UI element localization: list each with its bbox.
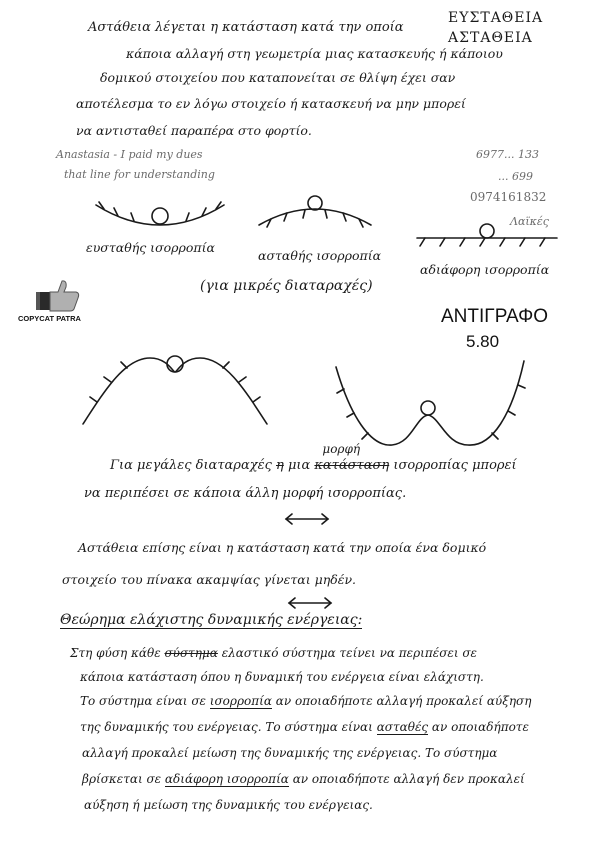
- corner-label-instability: ΑΣΤΑΘΕΙΑ: [448, 30, 533, 46]
- label-small-disturbances: (για μικρές διαταραχές): [200, 278, 373, 294]
- term-neutral-equilibrium: αδιάφορη ισορροπία: [164, 772, 289, 786]
- instability-line-2-b: του πίνακα ακαμψίας: [120, 572, 260, 587]
- theorem-line-2: κάποια κατάσταση όπου η δυναμική του ενέργεια είναι ελάχιστη.: [80, 670, 484, 684]
- faint-note-6: Λαϊκές: [510, 215, 549, 228]
- theorem-line-5: αλλαγή προκαλεί μείωση της δυναμικής της ενέργειας. Το σύστημα: [82, 746, 498, 760]
- intro-line-4: αποτέλεσμα το εν λόγω στοιχείο ή κατασκευή να μην μπορεί: [76, 96, 466, 111]
- theorem-line-1-b: ελαστικό σύστημα τείνει να περιπέσει σε: [217, 646, 477, 660]
- label-neutral-equilibrium: αδιάφορη ισορροπία: [420, 262, 550, 277]
- term-unstable: ασταθές: [376, 720, 429, 734]
- large-line-1-mid: μια: [287, 458, 311, 473]
- corner-label-stability: ΕΥΣΤΑΘΕΙΑ: [448, 10, 544, 26]
- term-equilibrium: ισορροπία: [209, 694, 272, 708]
- intro-line-1: Αστάθεια λέγεται η κατάσταση κατά την οποία: [88, 20, 404, 35]
- theorem-line-3: [80, 694, 531, 708]
- instability-line-2: [62, 572, 356, 587]
- theorem-line-6: [82, 772, 525, 786]
- unstable-equilibrium-figure: [255, 195, 375, 235]
- double-well-figure: [330, 355, 530, 455]
- faint-note-5: 0974161832: [470, 190, 547, 204]
- copycat-logo: [18, 278, 98, 328]
- inserted-word-form: μορφή: [322, 442, 361, 456]
- large-disturbance-line-1: [110, 442, 517, 473]
- neutral-equilibrium-figure: [415, 220, 560, 250]
- faint-note-3: 6977... 133: [476, 148, 539, 161]
- instability-line-2-c: γίνεται: [259, 572, 311, 587]
- struck-word-2: κατάσταση: [314, 458, 390, 473]
- theorem-line-3-a: Το σύστημα είναι σε: [80, 694, 210, 708]
- theorem-line-4-b: αν οποιαδήποτε: [428, 720, 529, 734]
- instability-line-2-d: μηδέν.: [310, 572, 357, 587]
- label-unstable-equilibrium: ασταθής ισορροπία: [258, 248, 382, 263]
- theorem-line-1-a: Στη φύση κάθε: [70, 646, 165, 660]
- double-hump-figure: [75, 350, 275, 430]
- faint-note-2: that line for understanding: [64, 168, 215, 181]
- theorem-line-4-a: της δυναμικής του ενέργειας. Το σύστημα είναι: [80, 720, 377, 734]
- struck-word-1: η: [276, 458, 284, 473]
- large-disturbance-line-2: να περιπέσει σε κάποια άλλη μορφή ισορροπίας.: [84, 486, 407, 501]
- intro-line-5: να αντισταθεί παραπέρα στο φορτίο.: [76, 123, 312, 138]
- thumbs-up-icon: [34, 278, 82, 312]
- intro-line-2: κάποια αλλαγή στη γεωμετρία μιας κατασκευής ή κάποιου: [126, 46, 503, 61]
- theorem-line-6-b: αν οποιαδήποτε αλλαγή δεν προκαλεί: [288, 772, 525, 786]
- double-arrow-2: [285, 596, 335, 610]
- instability-line-1: Αστάθεια επίσης είναι η κατάσταση κατά την οποία ένα δομικό: [78, 540, 487, 555]
- theorem-line-3-b: αν οποιαδήποτε αλλαγή προκαλεί αύξηση: [271, 694, 532, 708]
- theorem-struck-word: σύστημα: [164, 646, 218, 660]
- theorem-line-7: αύξηση ή μείωση της δυναμικής του ενέργειας.: [84, 798, 373, 812]
- theorem-line-4: [80, 720, 529, 734]
- faint-note-1: Anastasia - I paid my dues: [56, 148, 203, 161]
- label-stable-equilibrium: ευσταθής ισορροπία: [86, 240, 215, 255]
- stamp-title: ΑΝΤΙΓΡΑΦΟ: [441, 306, 549, 327]
- faint-note-4: ... 699: [498, 170, 533, 183]
- large-line-1-start: Για μεγάλες διαταραχές: [110, 458, 272, 473]
- theorem-line-6-a: βρίσκεται σε: [82, 772, 165, 786]
- instability-line-2-a: στοιχείο: [62, 572, 121, 587]
- large-line-1-end: ισορροπίας μπορεί: [393, 458, 517, 473]
- intro-line-3: δομικού στοιχείου που καταπονείται σε θλίψη έχει σαν: [100, 70, 456, 85]
- theorem-title: Θεώρημα ελάχιστης δυναμικής ενέργειας:: [60, 612, 363, 628]
- stamp-price: 5.80: [466, 332, 500, 351]
- theorem-line-1: [70, 646, 477, 660]
- copycat-logo-text: COPYCAT PATRA: [18, 314, 81, 323]
- double-arrow-1: [282, 512, 332, 526]
- stable-equilibrium-figure: [90, 195, 230, 235]
